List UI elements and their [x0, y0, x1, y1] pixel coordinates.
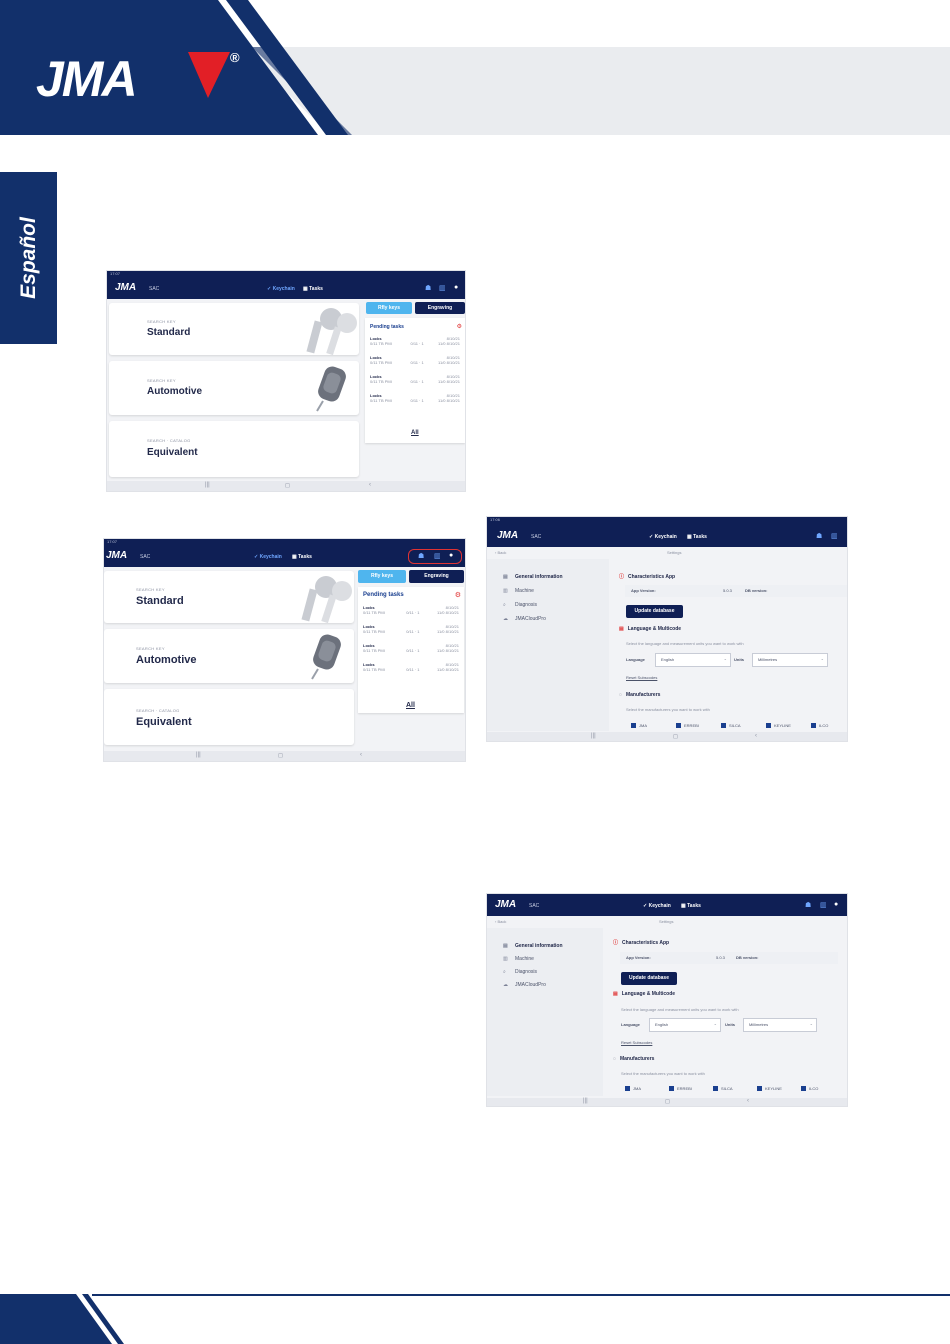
card-standard[interactable]	[104, 571, 354, 623]
manufacturer-label: ILCO	[819, 723, 829, 728]
menu-label: General information	[515, 943, 563, 949]
user-name[interactable]: SAC	[529, 903, 540, 909]
manufacturer-label: ERREBI	[684, 723, 699, 728]
section-title: Characteristics App	[628, 574, 676, 580]
task-info: 0/11 TB PMI	[363, 667, 385, 672]
menu-jmacloudpro[interactable]	[503, 982, 546, 988]
language-label: Language	[626, 657, 645, 662]
manufacturer-checkbox[interactable]	[757, 1086, 782, 1091]
task-info: 0/11 · 1	[406, 610, 420, 615]
section-title: Language & Multicode	[621, 991, 676, 997]
task-info: 0/11 · 1	[406, 648, 420, 653]
chevron-down-icon: ⌄	[820, 656, 824, 661]
back-link[interactable]: ‹ Back	[495, 550, 507, 555]
task-info: 0/11 · 1	[410, 398, 424, 403]
manufacturer-checkbox[interactable]	[801, 1086, 818, 1091]
checkbox-icon	[811, 723, 816, 728]
units-label: Units	[725, 1022, 735, 1027]
language-description: Select the language and measurement units you want to work with	[626, 641, 744, 646]
list-item[interactable]	[363, 643, 459, 653]
tab-tasks[interactable]: ▦ Tasks	[303, 286, 323, 292]
card-title: Equivalent	[136, 716, 192, 728]
task-date: 8/10/21	[446, 355, 460, 360]
app-topbar	[487, 894, 847, 916]
manufacturer-checkbox[interactable]	[625, 1086, 641, 1091]
list-item[interactable]	[370, 336, 460, 346]
section-title: Manufacturers	[619, 1056, 655, 1062]
app-logo: JMA	[106, 550, 128, 561]
tab-keychain-label: Keychain	[272, 286, 295, 292]
card-subtitle: SEARCH · CATALOG	[136, 708, 180, 713]
app-logo: JMA	[497, 530, 519, 541]
card-title: Standard	[136, 595, 184, 607]
info-icon: ⓘ	[613, 940, 619, 946]
app-version-value: 5.0.3	[723, 588, 732, 593]
tab-keychain-label: Keychain	[259, 554, 282, 560]
menu-label: JMACloudPro	[515, 982, 546, 988]
settings-title: Settings	[659, 919, 674, 924]
brand-logo: JMA	[36, 51, 136, 107]
recents-icon[interactable]: |||	[196, 752, 201, 758]
all-link[interactable]: All	[411, 430, 419, 436]
menu-label: JMACloudPro	[515, 616, 546, 622]
checkbox-icon	[676, 723, 681, 728]
task-info: 11/0 8/10/21	[438, 341, 460, 346]
task-info: 0/11 · 1	[410, 379, 424, 384]
stats-icon[interactable]: ▥	[434, 553, 441, 560]
section-title: Language & Multicode	[627, 626, 682, 632]
rfly-keys-button[interactable]: Rfly keys	[366, 302, 412, 314]
home-nav-icon[interactable]: ◻	[665, 1099, 670, 1105]
tab-keychain-label: Keychain	[654, 534, 677, 540]
home-icon[interactable]: ☗	[418, 553, 425, 560]
task-info: 11/0 8/10/21	[438, 379, 460, 384]
section-manufacturers	[613, 1056, 654, 1062]
manufacturer-checkbox[interactable]	[713, 1086, 733, 1091]
diagnosis-icon: ⌕	[503, 602, 506, 608]
task-info: 11/0 8/10/21	[437, 667, 459, 672]
machine-icon: ▥	[503, 588, 508, 594]
card-automotive[interactable]	[104, 629, 354, 683]
page-footer	[0, 1294, 950, 1344]
tab-tasks-label: Tasks	[309, 286, 323, 292]
pending-title: Pending tasks	[363, 592, 404, 598]
task-info: 0/11 · 1	[406, 667, 420, 672]
list-item[interactable]	[363, 624, 459, 634]
list-item[interactable]	[370, 374, 460, 384]
db-version-label: DB version:	[745, 588, 768, 593]
card-title: Automotive	[136, 654, 197, 666]
language-description: Select the language and measurement units you want to work with	[621, 1007, 739, 1012]
app-version-label: App Version:	[626, 955, 651, 960]
settings-sidebar	[487, 559, 609, 731]
language-select[interactable]	[649, 1018, 721, 1032]
tab-keychain[interactable]: ✓ Keychain	[267, 286, 295, 292]
engraving-button[interactable]: Engraving	[409, 570, 464, 583]
car-key-icon	[304, 631, 354, 681]
home-icon[interactable]: ☗	[816, 533, 823, 540]
tab-keychain[interactable]: ✓ Keychain	[649, 534, 677, 540]
chevron-down-icon: ⌄	[809, 1021, 813, 1026]
task-date: 8/10/21	[446, 374, 460, 379]
tab-tasks[interactable]: ▦ Tasks	[687, 534, 707, 540]
menu-machine[interactable]	[503, 588, 534, 594]
task-info: 0/11 · 1	[406, 629, 420, 634]
card-subtitle: SEARCH KEY	[147, 319, 176, 324]
home-nav-icon[interactable]: ◻	[285, 483, 290, 489]
section-language	[613, 991, 675, 997]
language-label: Language	[621, 1022, 640, 1027]
task-info: 0/11 TB PMI	[363, 629, 385, 634]
stats-icon[interactable]: ▥	[820, 902, 827, 909]
recents-icon[interactable]: |||	[205, 482, 210, 488]
menu-icon[interactable]: ●	[834, 901, 839, 908]
task-name: Locks	[370, 336, 382, 341]
list-item[interactable]	[370, 393, 460, 403]
task-info: 11/0 8/10/21	[438, 360, 460, 365]
back-nav-icon[interactable]: ‹	[755, 733, 757, 739]
home-nav-icon[interactable]: ◻	[673, 734, 678, 740]
task-name: Locks	[363, 662, 375, 667]
language-value: English	[661, 657, 675, 662]
list-item[interactable]	[370, 355, 460, 365]
manufacturer-label: JMA	[639, 723, 647, 728]
manufacturers-description: Select the manufacturers you want to work with	[626, 707, 710, 712]
card-title: Equivalent	[147, 447, 198, 458]
app-logo: JMA	[495, 899, 517, 910]
recents-icon[interactable]: |||	[591, 733, 596, 739]
task-date: 8/10/21	[445, 662, 459, 667]
menu-icon[interactable]: ●	[449, 552, 454, 559]
task-date: 8/10/21	[445, 605, 459, 610]
chevron-down-icon: ⌄	[723, 656, 727, 661]
task-name: Locks	[370, 393, 382, 398]
list-item[interactable]	[363, 662, 459, 672]
tab-keychain-label: Keychain	[648, 903, 671, 909]
task-date: 8/10/21	[445, 643, 459, 648]
cloud-icon: ☁	[503, 616, 508, 622]
language-select[interactable]	[655, 653, 731, 667]
manufacturer-checkbox[interactable]	[676, 723, 699, 728]
units-value: Millimetres	[758, 657, 778, 662]
version-box	[625, 585, 847, 597]
tab-tasks[interactable]: ▦ Tasks	[292, 554, 312, 560]
status-time: 17:07	[107, 539, 118, 544]
user-name[interactable]: SAC	[140, 554, 151, 560]
menu-label: General information	[515, 574, 563, 580]
pending-title: Pending tasks	[370, 324, 404, 330]
recents-icon[interactable]: |||	[583, 1098, 588, 1104]
section-language	[619, 626, 681, 632]
checkbox-icon	[631, 723, 636, 728]
back-nav-icon[interactable]: ‹	[360, 752, 362, 758]
units-select[interactable]	[743, 1018, 817, 1032]
card-standard[interactable]	[109, 303, 359, 355]
app-version-label: App Version:	[631, 588, 656, 593]
task-info: 0/11 TB PMI	[363, 648, 385, 653]
card-title: Standard	[147, 327, 191, 338]
checkbox-icon	[669, 1086, 674, 1091]
back-link[interactable]: ‹ Back	[495, 919, 507, 924]
stats-icon[interactable]: ▥	[831, 533, 838, 540]
android-navbar	[487, 1098, 847, 1106]
android-navbar	[487, 732, 847, 741]
diagnosis-icon: ⌕	[503, 969, 506, 975]
section-characteristics	[619, 573, 675, 580]
alert-icon[interactable]: ⚙	[456, 324, 462, 330]
jma-logo-flag	[188, 52, 232, 100]
task-name: Locks	[363, 643, 375, 648]
manufacturer-checkbox[interactable]	[721, 723, 741, 728]
task-info: 11/0 8/10/21	[438, 398, 460, 403]
manufacturer-label: KEYLINE	[765, 1086, 782, 1091]
card-subtitle: SEARCH KEY	[147, 378, 176, 383]
manufacturer-label: ILCO	[809, 1086, 819, 1091]
cloud-icon: ☁	[503, 982, 508, 988]
app-topbar	[107, 271, 465, 299]
settings-title: Settings	[667, 550, 682, 555]
info-icon: ▤	[503, 574, 508, 580]
task-name: Locks	[363, 624, 375, 629]
all-link[interactable]: All	[406, 702, 415, 709]
checkbox-icon	[766, 723, 771, 728]
manufacturer-label: ERREBI	[677, 1086, 692, 1091]
manufacturers-icon: ◌	[619, 692, 622, 698]
tab-tasks[interactable]: ▦ Tasks	[681, 903, 701, 909]
update-database-button[interactable]: Update database	[621, 972, 677, 985]
engraving-button[interactable]: Engraving	[415, 302, 465, 314]
checkbox-icon	[801, 1086, 806, 1091]
manufacturer-label: SILCA	[729, 723, 741, 728]
tab-keychain[interactable]: ✓ Keychain	[254, 554, 282, 560]
menu-label: Diagnosis	[515, 602, 537, 608]
language-side-tab	[0, 172, 57, 344]
home-screenshot-2	[103, 538, 466, 762]
task-info: 0/11 TB PMI	[370, 341, 392, 346]
manufacturer-checkbox[interactable]	[631, 723, 647, 728]
card-automotive[interactable]	[109, 361, 359, 415]
app-topbar	[104, 539, 465, 567]
app-topbar	[487, 517, 847, 547]
back-nav-icon[interactable]: ‹	[747, 1098, 749, 1104]
task-info: 11/0 8/10/21	[437, 648, 459, 653]
page-header	[0, 0, 950, 135]
checkbox-icon	[625, 1086, 630, 1091]
chevron-down-icon: ⌄	[713, 1021, 717, 1026]
language-icon: ▤	[619, 626, 624, 632]
task-info: 11/0 8/10/21	[437, 610, 459, 615]
task-info: 0/11 · 1	[410, 341, 424, 346]
keys-icon	[290, 573, 352, 623]
section-characteristics	[613, 939, 669, 946]
tab-tasks-label: Tasks	[693, 534, 707, 540]
pending-tasks-panel	[365, 318, 465, 443]
home-icon[interactable]: ☗	[425, 285, 432, 292]
manufacturer-label: JMA	[633, 1086, 641, 1091]
tab-keychain[interactable]: ✓ Keychain	[643, 903, 671, 909]
stats-icon[interactable]: ▥	[439, 285, 446, 292]
checkbox-icon	[713, 1086, 718, 1091]
user-name[interactable]: SAC	[149, 286, 160, 292]
home-icon[interactable]: ☗	[805, 902, 812, 909]
task-info: 0/11 TB PMI	[370, 398, 392, 403]
user-name[interactable]: SAC	[531, 534, 542, 540]
app-logo: JMA	[115, 282, 137, 293]
menu-icon[interactable]: ●	[454, 284, 459, 291]
rfly-keys-button[interactable]: Rfly keys	[358, 570, 406, 583]
status-time: 17:07	[110, 271, 121, 276]
task-name: Locks	[363, 605, 375, 610]
card-subtitle: SEARCH KEY	[136, 646, 165, 651]
update-database-button[interactable]: Update database	[626, 605, 683, 618]
tab-tasks-label: Tasks	[687, 903, 701, 909]
menu-machine[interactable]	[503, 956, 534, 962]
task-date: 8/10/21	[445, 624, 459, 629]
manufacturer-checkbox[interactable]	[811, 723, 828, 728]
android-navbar	[104, 751, 465, 761]
manufacturer-label: KEYLINE	[774, 723, 791, 728]
language-value: English	[655, 1022, 669, 1027]
reset-subscodes-link[interactable]: Reset Subscodes	[621, 1040, 653, 1045]
menu-label: Machine	[515, 956, 534, 962]
menu-jmacloudpro[interactable]	[503, 616, 546, 622]
task-info: 11/0 8/10/21	[437, 629, 459, 634]
task-name: Locks	[370, 355, 382, 360]
settings-sidebar	[487, 928, 603, 1096]
task-date: 8/10/21	[446, 336, 460, 341]
task-info: 0/11 TB PMI	[363, 610, 385, 615]
task-info: 0/11 TB PMI	[370, 379, 392, 384]
pending-tasks-panel	[358, 587, 464, 713]
manufacturer-checkbox[interactable]	[669, 1086, 692, 1091]
language-icon: ▤	[613, 991, 618, 997]
menu-label: Machine	[515, 588, 534, 594]
home-screenshot-1	[106, 270, 466, 492]
manufacturers-description: Select the manufacturers you want to work with	[621, 1071, 705, 1076]
menu-general-information[interactable]	[503, 943, 563, 949]
keys-icon	[295, 305, 357, 355]
card-subtitle: SEARCH KEY	[136, 587, 165, 592]
manufacturer-label: SILCA	[721, 1086, 733, 1091]
status-time: 17:06	[490, 517, 501, 522]
car-key-icon	[309, 363, 359, 413]
machine-icon: ▥	[503, 956, 508, 962]
section-manufacturers	[619, 692, 660, 698]
units-select[interactable]	[752, 653, 828, 667]
alert-icon[interactable]: ⚙	[454, 592, 461, 599]
card-title: Automotive	[147, 386, 202, 397]
task-info: 0/11 TB PMI	[370, 360, 392, 365]
home-nav-icon[interactable]: ◻	[278, 753, 283, 759]
units-value: Millimetres	[749, 1022, 769, 1027]
task-name: Locks	[370, 374, 382, 379]
language-label: Español	[16, 217, 40, 299]
android-navbar	[107, 481, 465, 491]
units-label: Units	[734, 657, 744, 662]
back-nav-icon[interactable]: ‹	[369, 482, 371, 488]
info-icon: ▤	[503, 943, 508, 949]
section-title: Manufacturers	[625, 692, 661, 698]
card-equivalent[interactable]	[109, 421, 359, 477]
app-version-value: 5.0.3	[716, 955, 725, 960]
checkbox-icon	[721, 723, 726, 728]
version-box	[620, 952, 838, 964]
info-icon: ⓘ	[619, 574, 625, 580]
checkbox-icon	[757, 1086, 762, 1091]
card-subtitle: SEARCH · CATALOG	[147, 438, 191, 443]
menu-general-information[interactable]	[503, 574, 563, 580]
card-equivalent[interactable]	[104, 689, 354, 745]
settings-screenshot-1	[486, 516, 848, 742]
manufacturer-checkbox[interactable]	[766, 723, 791, 728]
manufacturers-icon: ◌	[613, 1056, 616, 1062]
tab-tasks-label: Tasks	[298, 554, 312, 560]
menu-label: Diagnosis	[515, 969, 537, 975]
menu-diagnosis[interactable]	[503, 969, 537, 975]
reset-subscodes-link[interactable]: Reset Subscodes	[626, 675, 658, 680]
db-version-label: DB version:	[736, 955, 759, 960]
registered-mark: ®	[230, 50, 240, 65]
menu-diagnosis[interactable]	[503, 602, 537, 608]
settings-screenshot-2	[486, 893, 848, 1107]
section-title: Characteristics App	[622, 940, 670, 946]
task-info: 0/11 · 1	[410, 360, 424, 365]
task-date: 8/10/21	[446, 393, 460, 398]
list-item[interactable]	[363, 605, 459, 615]
